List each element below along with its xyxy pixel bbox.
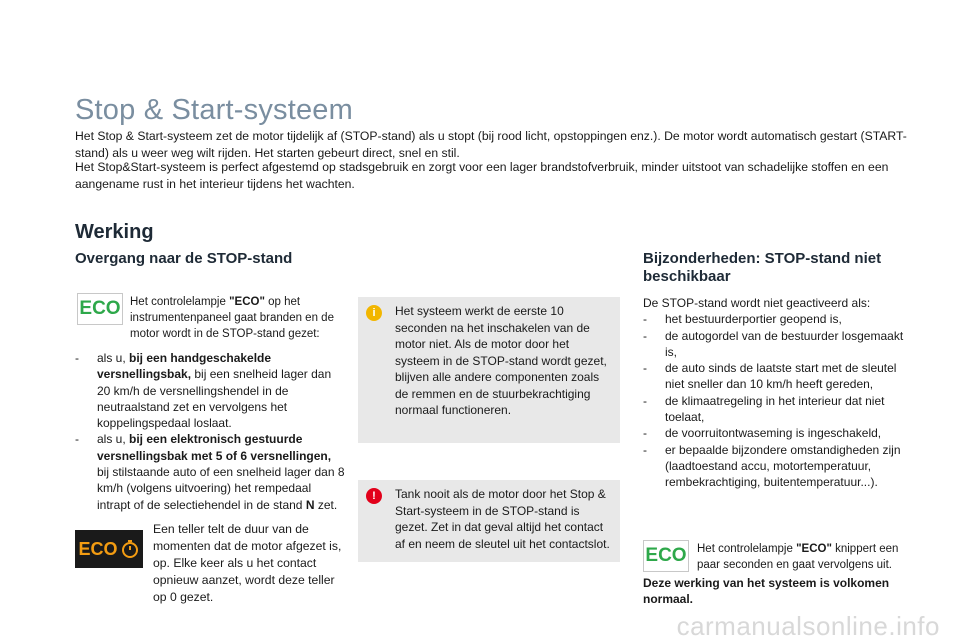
item-post: bij een snelheid lager dan 20 km/h de versnellingshendel in de neutraalstand zet en vervolgens het koppelingspedaal loslaat. [97,367,332,431]
eco-desc-post: knippert een paar seconden en gaat vervolgens uit. [697,543,899,571]
list-dash: - [643,442,647,457]
watermark: carmanualsonline.info [676,611,940,641]
list-item-text: er bepaalde bijzondere omstandigheden zijn (laadtoestand accu, motortemperatuur, rembekrachtiging, buitentemperatuur...). [665,442,901,490]
gear-n: N [305,497,315,512]
eco-desc-bold: "ECO" [796,543,832,555]
eco-light-description [130,294,345,342]
item-bold: bij een elektronisch gestuurde versnellingsbak met 5 of 6 versnellingen, [97,432,332,463]
list-dash: - [643,393,647,408]
warning-note-text: Tank nooit als de motor door het Stop & Start-systeem in de STOP-stand is gezet. Zet in dat geval altijd het contact af en neem de sleutel uit het contactslot. [395,487,610,551]
intro-paragraph-1: Het Stop & Start-systeem zet de motor tijdelijk af (STOP-stand) als u stopt (bij rood licht, opstoppingen enz.). De motor wordt automatisch gestart (START-stand) als u weer weg wilt rijden. Het starten gebeurt direct, snel en stil. [75,129,907,160]
counter-eco-label: ECO [78,538,118,559]
page-title: Stop & Start-systeem [75,94,353,126]
eco-counter-icon [75,530,143,568]
list-dash: - [643,426,647,441]
list-dash: - [75,351,79,365]
warning-icon: ! [366,488,382,504]
eco-blink-description [697,541,912,573]
list-dash: - [75,432,79,447]
list-item-text: de autogordel van de bestuurder losgemaakt is, [665,328,904,359]
eco-desc-pre: Het controlelampje [130,296,230,308]
info-note [358,297,620,443]
list-item [643,393,913,426]
list-item-text: het bestuurderportier geopend is, [665,312,842,327]
eco-desc-pre: Het controlelampje [697,543,797,555]
normal-operation-note: Deze werking van het systeem is volkomen normaal. [643,576,890,606]
list-item [643,442,913,491]
list-dash: - [643,312,647,327]
list-item [643,328,913,361]
item-bold: bij een handgeschakelde versnellingsbak, [97,351,272,382]
warning-note [358,480,620,562]
list-item [75,350,345,431]
eco-desc-post: op het instrumentenpaneel gaat branden en de motor wordt in de STOP-stand gezet: [130,296,334,340]
item-pre: als u, [97,432,130,447]
stop-mode-subtitle: Overgang naar de STOP-stand [75,250,293,267]
eco-desc-bold: "ECO" [229,296,265,308]
list-item [643,360,913,393]
info-note-text: Het systeem werkt de eerste 10 seconden na het inschakelen van de motor niet. Als de motor door het systeem in de STOP-stand wordt gezet, blijven alle andere componenten zoals de remmen en de stuurbekrachtiging normaal functioneren. [395,304,607,417]
counter-description: Een teller telt de duur van de momenten dat de motor afgezet is, op. Elke keer als u het contact opnieuw aanzet, wordt deze teller op 0 gezet. [153,522,342,604]
item-pre: als u, [97,351,130,365]
item-post: bij stilstaande auto of een snelheid lager dan 8 km/h (volgens uitvoering) het rempedaal intrapt of de selectiehendel in de stand [97,465,345,512]
list-dash: - [643,361,647,376]
list-item [75,431,345,512]
stop-conditions-list [75,350,345,513]
section-title: Werking [75,221,154,243]
eco-warning-light-icon: ECO [643,540,689,572]
unavailable-conditions [643,295,913,491]
item-end: zet. [314,497,338,512]
eco-warning-light-icon: ECO [77,293,123,325]
list-item [643,425,913,441]
intro-paragraph-2: Het Stop&Start-systeem is perfect afgestemd op stadsgebruik en zorgt voor een lager brandstofverbruik, minder uitstoot van schadelijke stoffen en een aangename rust in het interieur tijdens het wachten. [75,160,889,191]
list-item-text: de klimaatregeling in het interieur dat niet toelaat, [665,393,885,425]
list-item-text: de auto sinds de laatste start met de sleutel niet sneller dan 10 km/h heeft gereden, [665,361,897,392]
list-item-text: de voorruitontwaseming is ingeschakeld, [665,426,882,441]
list-dash: - [643,328,647,343]
info-icon: i [366,305,382,321]
unavailable-intro: De STOP-stand wordt niet geactiveerd als: [643,296,871,310]
stop-unavailable-subtitle: Bijzonderheden: STOP-stand niet beschikbaar [643,250,882,285]
stopwatch-icon [120,539,140,559]
list-item [643,311,913,327]
